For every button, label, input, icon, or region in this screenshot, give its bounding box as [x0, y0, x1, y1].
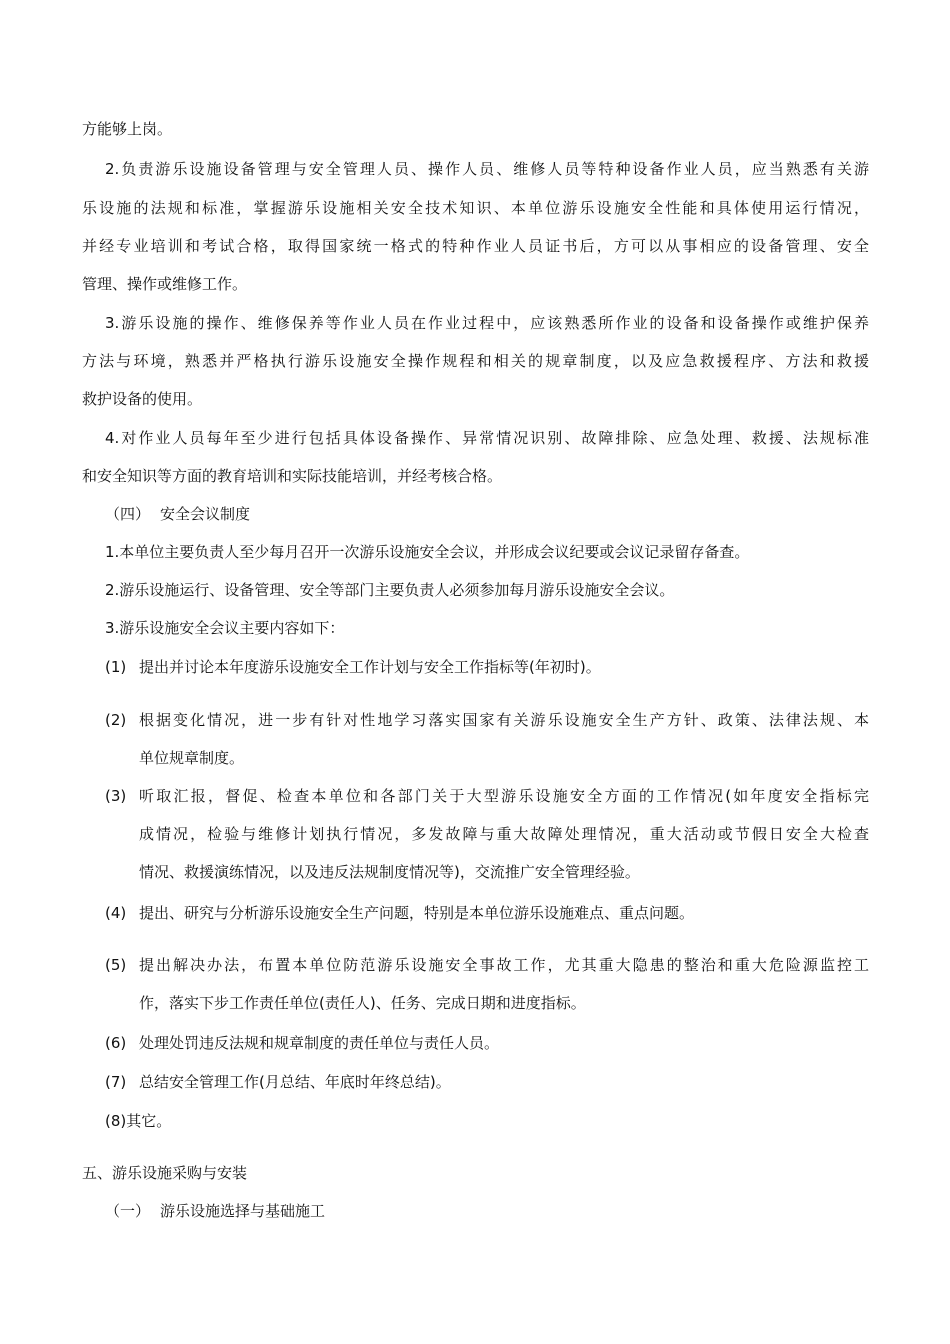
item-3-line-1: 3.游乐设施的操作、维修保养等作业人员在作业过程中，应该熟悉所作业的设备和设备操作或维护保养 [105, 314, 869, 332]
content-line: 作，落实下步工作责任单位(责任人)、任务、完成日期和进度指标。 [139, 994, 586, 1012]
item-3-line-3: 救护设备的使用。 [82, 390, 203, 408]
item-2-line-3: 并经专业培训和考试合格，取得国家统一格式的特种作业人员证书后，方可以从事相应的设备管理、安全 [82, 237, 869, 255]
content-line: 提出解决办法，布置本单位防范游乐设施安全事故工作，尤其重大隐患的整治和重大危险源监控工 [139, 956, 869, 974]
chapter-heading: 五、游乐设施采购与安装 [82, 1164, 248, 1182]
content-line: 听取汇报，督促、检查本单位和各部门关于大型游乐设施安全方面的工作情况(如年度安全指标完 [139, 787, 869, 805]
section-title: 游乐设施选择与基础施工 [160, 1202, 326, 1220]
meeting-item-2: 2.游乐设施运行、设备管理、安全等部门主要负责人必须参加每月游乐设施安全会议。 [105, 581, 675, 599]
content-line: 提出并讨论本年度游乐设施安全工作计划与安全工作指标等(年初时)。 [139, 658, 601, 676]
content-line: 根据变化情况，进一步有针对性地学习落实国家有关游乐设施安全生产方针、政策、法律法规、本 [139, 711, 869, 729]
content-number: (3) [105, 787, 127, 805]
section-number: （一） [105, 1202, 151, 1220]
item-2-line-2: 乐设施的法规和标准，掌握游乐设施相关安全技术知识、本单位游乐设施安全性能和具体使用运行情况， [82, 199, 869, 217]
content-line: 成情况，检验与维修计划执行情况，多发故障与重大故障处理情况，重大活动或节假日安全大检查 [139, 825, 869, 843]
item-3-line-2: 方法与环境，熟悉并严格执行游乐设施安全操作规程和相关的规章制度，以及应急救援程序、方法和救援 [82, 352, 869, 370]
content-line: 情况、救援演练情况，以及违反法规制度情况等)，交流推广安全管理经验。 [139, 863, 640, 881]
content-line: 总结安全管理工作(月总结、年底时年终总结)。 [139, 1073, 451, 1091]
content-line: 单位规章制度。 [139, 749, 245, 767]
meeting-item-3: 3.游乐设施安全会议主要内容如下： [105, 619, 345, 637]
content-number: (7) [105, 1073, 127, 1091]
content-number: (6) [105, 1034, 127, 1052]
section-title: 安全会议制度 [160, 505, 251, 523]
section-number: （四） [105, 505, 151, 523]
item-2-line-1: 2.负责游乐设施设备管理与安全管理人员、操作人员、维修人员等特种设备作业人员，应当熟悉有关游 [105, 160, 869, 178]
item-4-line-2: 和安全知识等方面的教育培训和实际技能培训，并经考核合格。 [82, 467, 503, 485]
content-item-8: (8)其它。 [105, 1112, 172, 1130]
content-number: (1) [105, 658, 127, 676]
content-line: 处理处罚违反法规和规章制度的责任单位与责任人员。 [139, 1034, 500, 1052]
item-2-line-4: 管理、操作或维修工作。 [82, 275, 248, 293]
meeting-item-1: 1.本单位主要负责人至少每月召开一次游乐设施安全会议，并形成会议纪要或会议记录留存备查。 [105, 543, 750, 561]
content-number: (5) [105, 956, 127, 974]
item-4-line-1: 4.对作业人员每年至少进行包括具体设备操作、异常情况识别、故障排除、应急处理、救援、法规标准 [105, 429, 869, 447]
content-number: (4) [105, 904, 127, 922]
content-number: (2) [105, 711, 127, 729]
paragraph-line: 方能够上岗。 [82, 120, 173, 138]
content-line: 提出、研究与分析游乐设施安全生产问题，特别是本单位游乐设施难点、重点问题。 [139, 904, 695, 922]
